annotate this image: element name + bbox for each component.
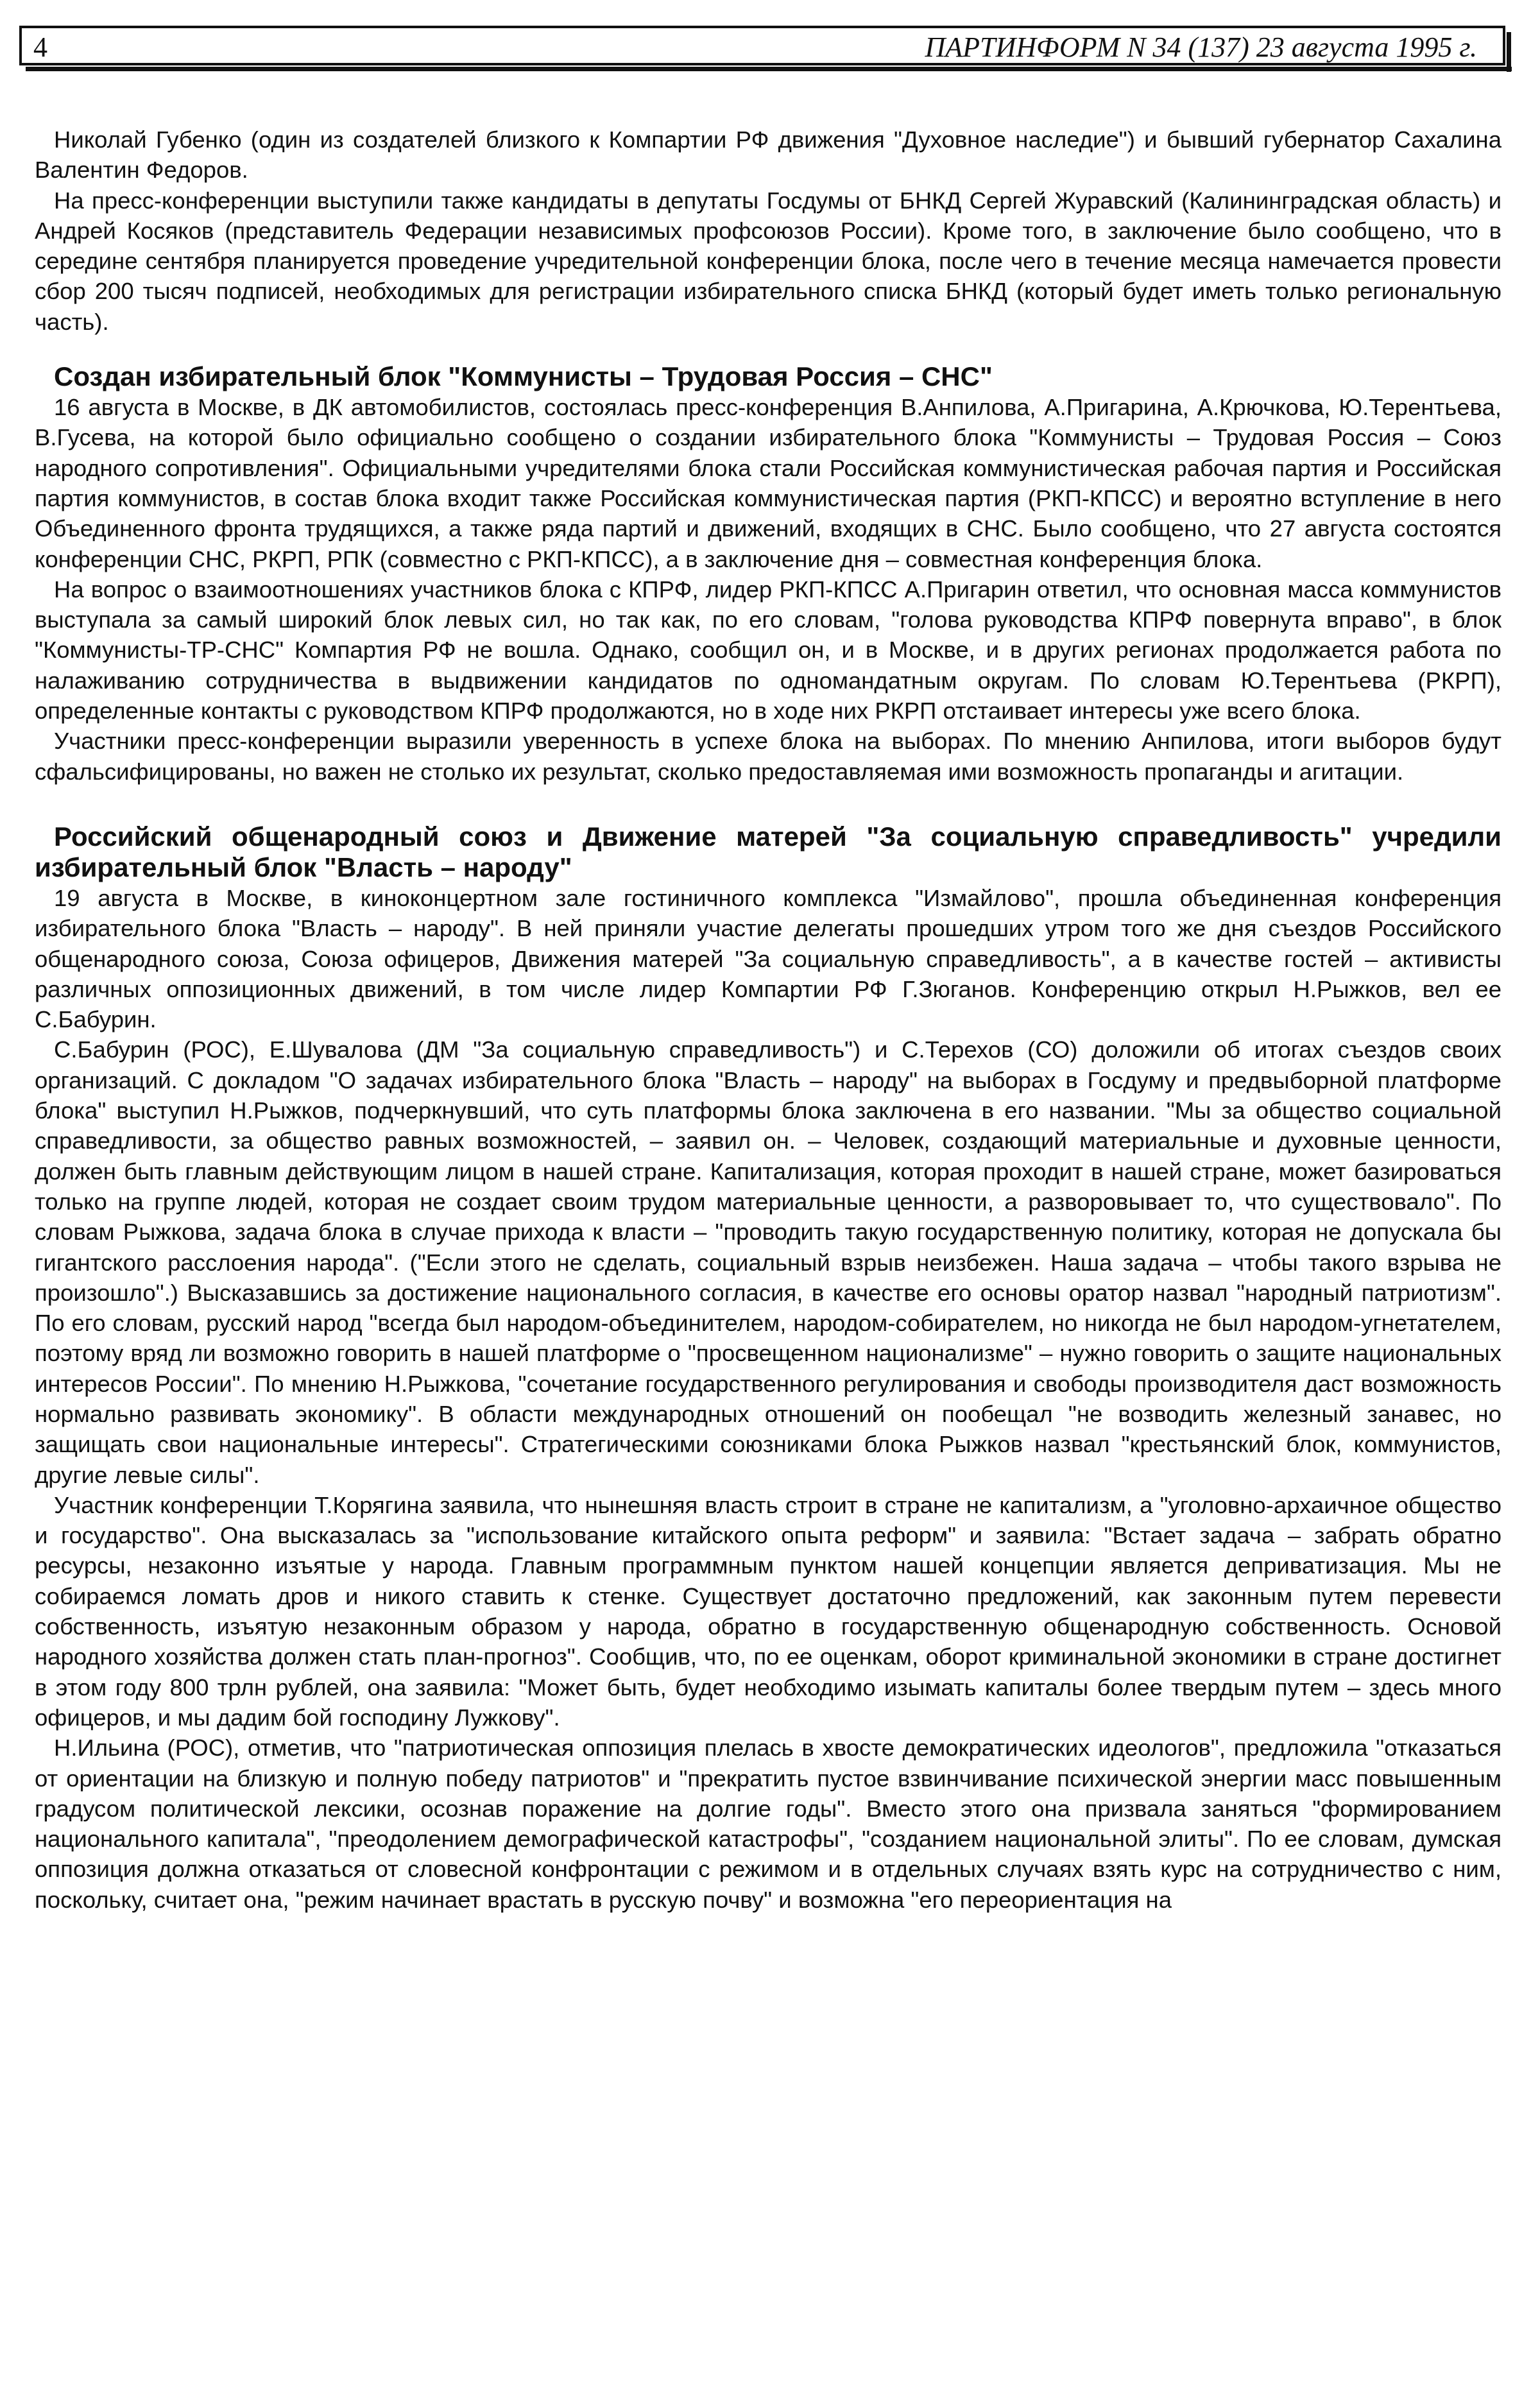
article-paragraph: Участники пресс-конференции выразили уверенность в успехе блока на выборах. По мнению Анпилова, итоги выборов будут сфальсифицированы, но важен не столько их результат, сколько предоставляемая ими возможность пропаганды и агитации. (35, 728, 1502, 785)
page-header (19, 26, 1505, 65)
page-number: 4 (33, 31, 47, 63)
article-paragraph: С.Бабурин (РОС), Е.Шувалова (ДМ "За социальную справедливость") и С.Терехов (СО) доложили об итогах съездов своих организаций. С докладом "О задачах избирательного блока "Власть – народу" на выборах в Госдуму и предвыборной платформе блока" выступил Н.Рыжков, подчеркнувший, что суть платформы блока заключена в его названии. "Мы за общество социальной справедливости, за общество равных возможностей, – заявил он. – Человек, создающий материальные и духовные ценности, должен быть главным действующим лицом в нашей стране. Капитализация, которая проходит в нашей стране, может базироваться только на группе людей, которая не создает своим трудом материальные ценности, а разворовывает то, что существовало". По словам Рыжкова, задача блока в случае прихода к власти – "проводить такую государственную политику, которая не допускала бы гигантского расслоения народа". ("Если этого не сделать, социальный взрыв неизбежен. Наша задача – чтобы такого взрыва не произошло".) Высказавшись за достижение национального согласия, в качестве его основы оратор назвал "народный патриотизм". По его словам, русский народ "всегда был народом-объединителем, народом-собирателем, но никогда не был народом-угнетателем, поэтому вряд ли возможно говорить в нашей платформе о "просвещенном национализме" – нужно говорить о защите национальных интересов России". По мнению Н.Рыжкова, "сочетание государственного регулирования и свободы производителя даст возможность нормально развивать экономику". В области международных отношений он пообещал "не возводить железный занавес, но защищать свои национальные интересы". Стратегическими союзниками блока Рыжков назвал "крестьянский блок, коммунистов, другие левые силы". (35, 1036, 1502, 1488)
article-paragraph: На вопрос о взаимоотношениях участников блока с КПРФ, лидер РКП-КПСС А.Пригарин ответил, что основная масса коммунистов выступала за самый широкий блок левых сил, но так как, по его словам, "голова руководства КПРФ повернута вправо", в блок "Коммунисты-ТР-СНС" Компартия РФ не вошла. Однако, сообщил он, и в Москве, и в других регионах продолжается работа по налаживанию сотрудничества в выдвижении кандидатов по одномандатным округам. По словам Ю.Терентьева (РКРП), определенные контакты с руководством КПРФ продолжаются, но в ходе них РКРП отстаивает интересы уже всего блока. (35, 576, 1502, 724)
article-heading: Российский общенародный союз и Движение матерей "За социальную справедливость" учредили избирательный блок "Власть – народу" (35, 821, 1502, 882)
article-heading: Создан избирательный блок "Коммунисты – Трудовая Россия – СНС" (54, 361, 993, 392)
intro-paragraph: На пресс-конференции выступили также кандидаты в депутаты Госдумы от БНКД Сергей Журавский (Калининградская область) и Андрей Косяков (представитель Федерации независимых профсоюзов России). Кроме того, в заключение было сообщено, что в середине сентября планируется проведение учредительной конференции блока, после чего в течение месяца намечается провести сбор 200 тысяч подписей, необходимых для регистрации избирательного списка БНКД (который будет иметь только региональную часть). (35, 187, 1502, 335)
article-paragraph: 19 августа в Москве, в киноконцертном зале гостиничного комплекса "Измайлово", прошла объединенная конференция избирательного блока "Власть – народу". В ней приняли участие делегаты прошедших утром того же дня съездов Российского общенародного союза, Союза офицеров, Движения матерей "За социальную справедливость", а в качестве гостей – активисты различных оппозиционных движений, в том числе лидер Компартии РФ Г.Зюганов. Конференцию открыл Н.Рыжков, вел ее С.Бабурин. (35, 884, 1502, 1033)
article-paragraph: Участник конференции Т.Корягина заявила, что нынешняя власть строит в стране не капитализм, а "уголовно-архаичное общество и государство". Она высказалась за "использование китайского опыта реформ" и заявила: "Встает задача – забрать обратно ресурсы, незаконно изъятые у народа. Главным программным пунктом нашей концепции является деприватизация. Мы не собираемся ломать дров и никого ставить к стенке. Существует достаточно предложений, как законным путем перевести собственность, изъятую незаконным образом у народа, обратно в государственную общенародную собственность. Основой народного хозяйства должен стать план-прогноз". Сообщив, что, по ее оценкам, оборот криминальной экономики в стране достигнет в этом году 800 трлн рублей, она заявила: "Может быть, будет необходимо изымать капиталы более твердым путем – здесь много офицеров, и мы дадим бой господину Лужкову". (35, 1491, 1502, 1731)
intro-paragraph: Николай Губенко (один из создателей близкого к Компартии РФ движения "Духовное наследие") и бывший губернатор Сахалина Валентин Федоров. (35, 126, 1502, 184)
article-body (35, 124, 1502, 1915)
issue-info: ПАРТИНФОРМ N 34 (137) 23 августа 1995 г. (925, 31, 1477, 63)
article-paragraph: 16 августа в Москве, в ДК автомобилистов, состоялась пресс-конференция В.Анпилова, А.Пригарина, А.Крючкова, Ю.Терентьева, В.Гусева, на которой было официально сообщено о создании избирательного блока "Коммунисты – Трудовая Россия – Союз народного сопротивления". Официальными учредителями блока стали Российская коммунистическая рабочая партия и Российская партия коммунистов, в состав блока входит также Российская коммунистическая партия (РКП-КПСС) и вероятно вступление в него Объединенного фронта трудящихся, а также ряда партий и движений, входящих в СНС. Было сообщено, что 27 августа состоятся конференции СНС, РКРП, РПК (совместно с РКП-КПСС), а в заключение дня – совместная конференция блока. (35, 394, 1502, 572)
article-paragraph: Н.Ильина (РОС), отметив, что "патриотическая оппозиция плелась в хвосте демократических идеологов", предложила "отказаться от ориентации на близкую и полную победу патриотов" и "прекратить пустое взвинчивание психической энергии масс повышенным градусом политической лексики, осознав поражение на долгие годы". Вместо этого она призвала заняться "формированием национального капитала", "преодолением демографической катастрофы", "созданием национальной элиты". По ее словам, думская оппозиция должна отказаться от словесной конфронтации с режимом и в отдельных случаях взять курс на сотрудничество с ним, поскольку, считает она, "режим начинает врастать в русскую почву" и возможна "его переориентация на (35, 1735, 1502, 1913)
